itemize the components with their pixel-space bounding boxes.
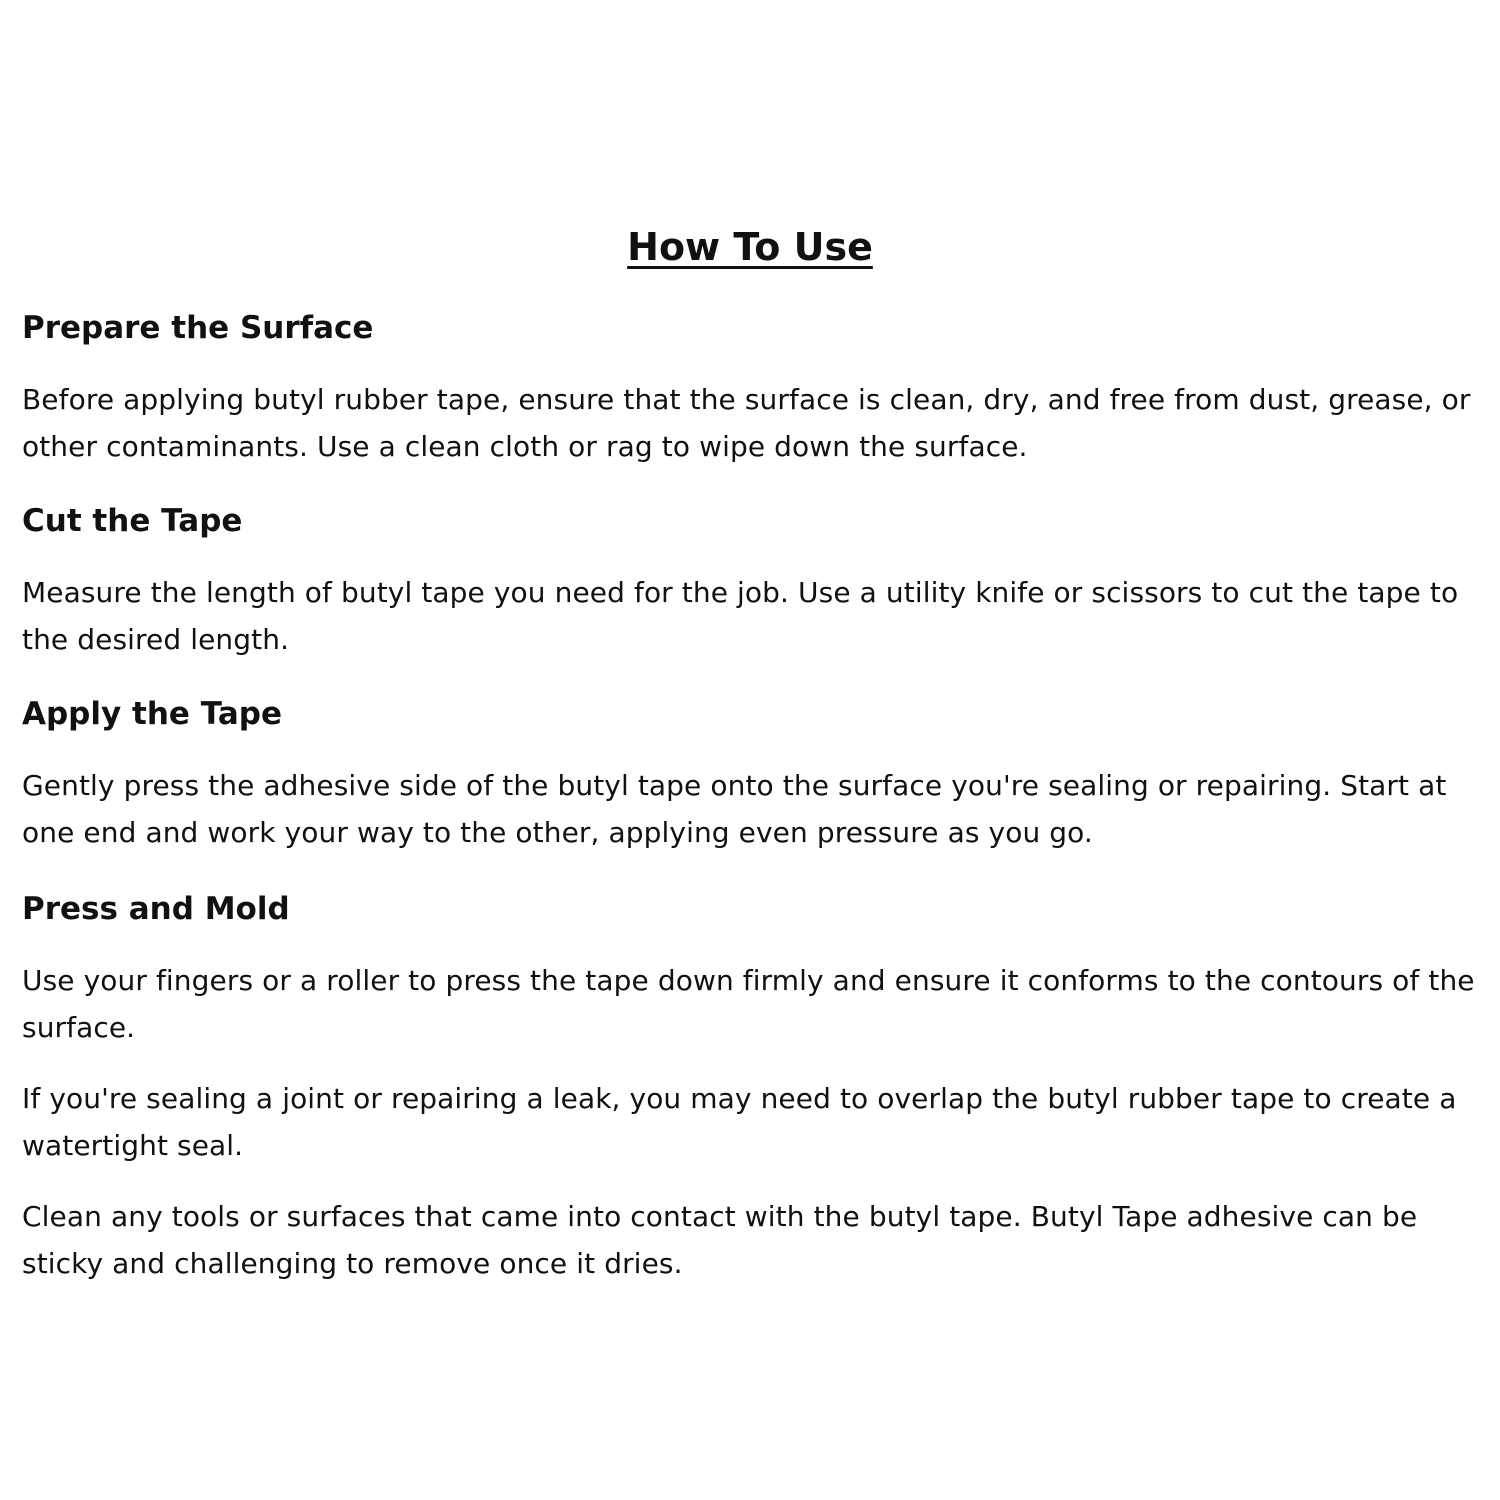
section-heading-apply-tape: Apply the Tape	[22, 696, 282, 732]
section-paragraph-prepare-surface: Before applying butyl rubber tape, ensure that the surface is clean, dry, and free from dust, grease, or other contaminants. Use a clean cloth or rag to wipe down the surface.	[22, 383, 1471, 463]
section-heading-press-mold: Press and Mold	[22, 891, 290, 927]
section-paragraph-press-mold: Use your fingers or a roller to press the tape down firmly and ensure it conforms to the contours of the surface.	[22, 964, 1475, 1044]
page-title-text: How To Use	[627, 225, 873, 269]
page-title	[0, 222, 1500, 272]
section-paragraph-overlap-tape: If you're sealing a joint or repairing a leak, you may need to overlap the butyl rubber tape to create a watertight seal.	[22, 1082, 1457, 1162]
instruction-content	[22, 305, 1482, 1287]
section-paragraph-cut-tape: Measure the length of butyl tape you need for the job. Use a utility knife or scissors to cut the tape to the desired length.	[22, 576, 1459, 656]
section-heading-cut-tape: Cut the Tape	[22, 503, 243, 539]
section-heading-prepare-surface: Prepare the Surface	[22, 310, 374, 346]
section-paragraph-clean-tools: Clean any tools or surfaces that came into contact with the butyl tape. Butyl Tape adhesive can be sticky and challenging to remove once it dries.	[22, 1200, 1418, 1280]
section-paragraph-apply-tape: Gently press the adhesive side of the butyl tape onto the surface you're sealing or repairing. Start at one end and work your way to the other, applying even pressure as you go.	[22, 769, 1447, 849]
